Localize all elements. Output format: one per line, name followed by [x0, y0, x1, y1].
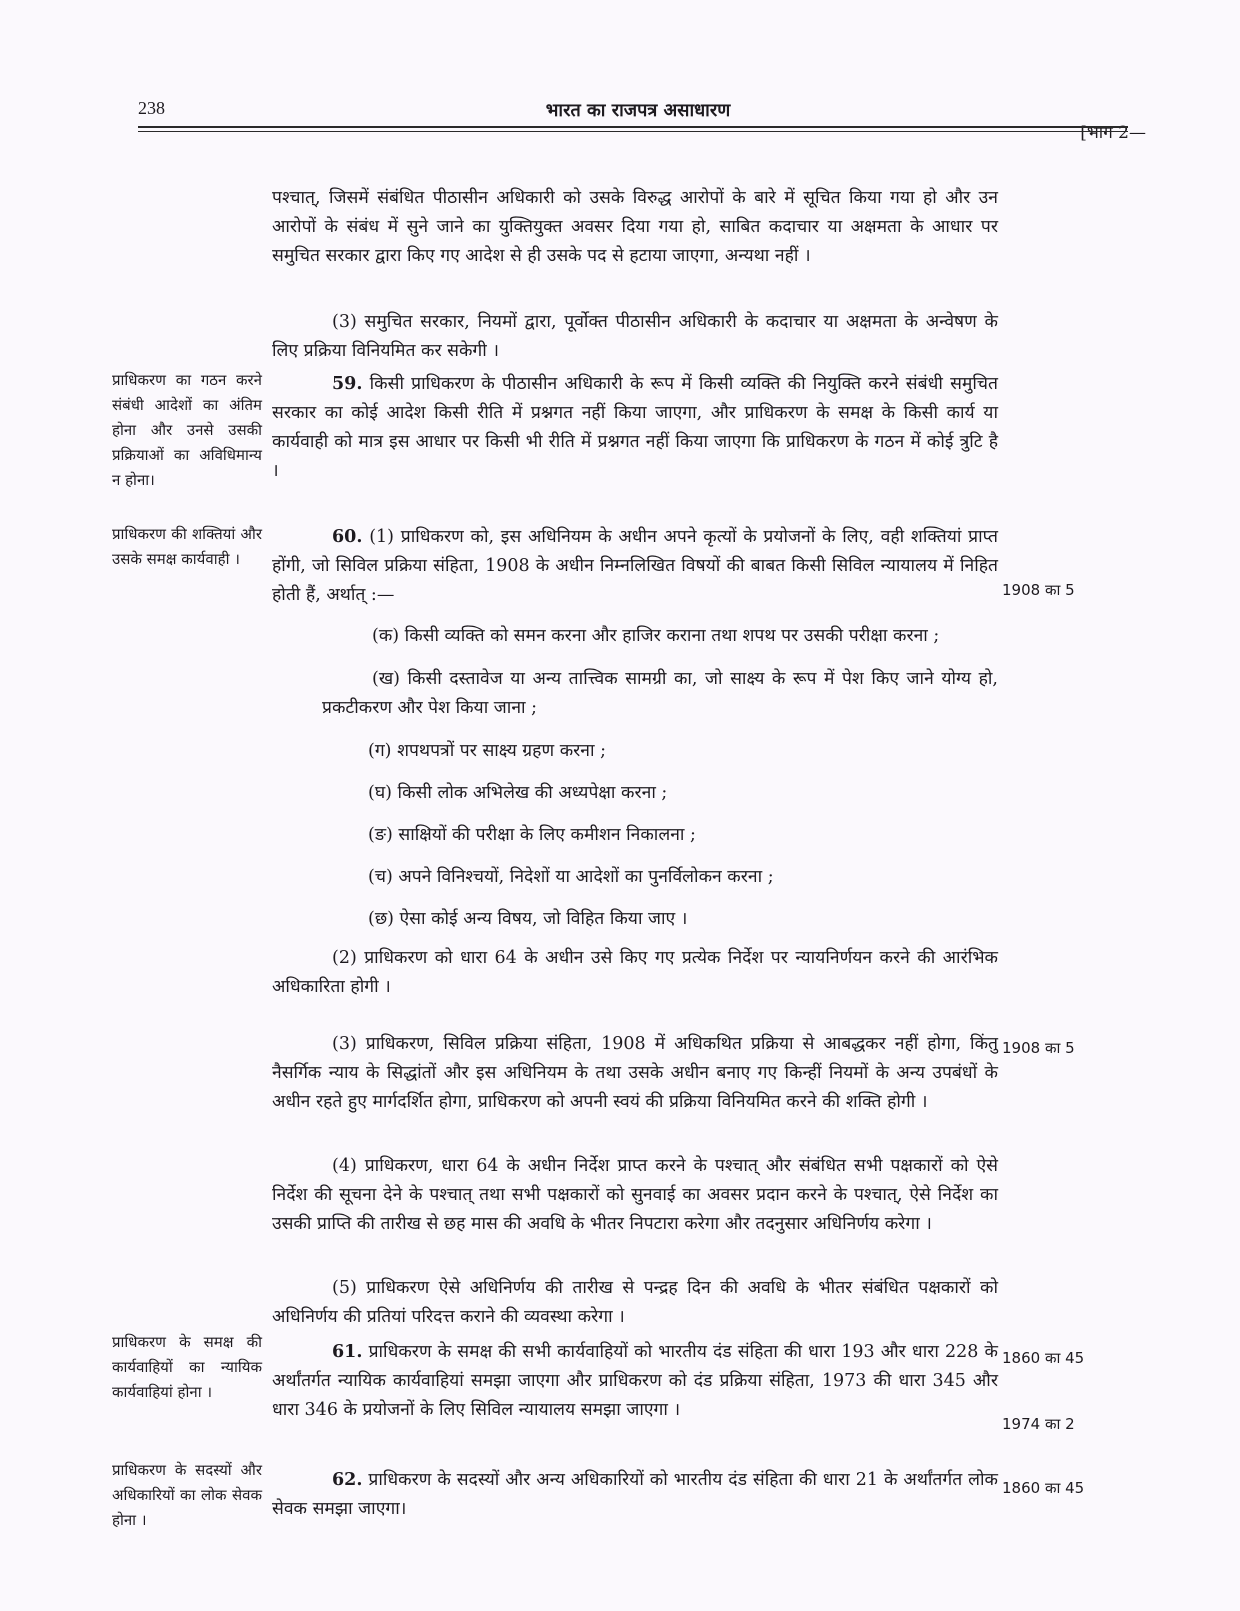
clause-ka: (क) किसी व्यक्ति को समन करना और हाजिर कराना तथा शपथ पर उसकी परीक्षा करना ; — [372, 626, 940, 646]
section-60-3-text: (3) प्राधिकरण, सिविल प्रक्रिया संहिता, 1908 में अधिकथित प्रक्रिया से आबद्धकर नहीं होगा, किंतु नैसर्गिक न्याय के सिद्धांतों और इस अधिनियम के तथा उसके अधीन बनाए गए किन्हीं नियमों के अन्य उपबंधों के अधीन रहते हुए मार्गदर्शित होगा, प्राधिकरण को अपनी स्वयं की प्रक्रिया विनियमित करने की शक्ति होगी । — [272, 1034, 998, 1112]
section-61 — [272, 1338, 998, 1425]
section-60-margin-note: प्राधिकरण की शक्तियां और उसके समक्ष कार्यवाही । — [112, 525, 262, 568]
section-60-5 — [272, 1274, 998, 1332]
section-61-citation-2: 1974 का 2 — [1002, 1415, 1075, 1433]
section-61-text: प्राधिकरण के समक्ष की सभी कार्यवाहियों को भारतीय दंड संहिता की धारा 193 और धारा 228 के अर्थांतर्गत न्यायिक कार्यवाहियां समझा जाएगा और प्राधिकरण को दंड प्रक्रिया संहिता, 1973 की धारा 345 और धारा 346 के प्रयोजनों के लिए सिविल न्यायालय समझा जाएगा । — [272, 1342, 998, 1420]
header-rule-thin — [138, 131, 1128, 132]
section-61-citation-1: 1860 का 45 — [1002, 1349, 1085, 1367]
clause-ga: (ग) शपथपत्रों पर साक्ष्य ग्रहण करना ; — [368, 741, 606, 761]
part-label: [भाग 2— — [1080, 123, 1146, 143]
para-continuation-text: पश्चात्, जिसमें संबंधित पीठासीन अधिकारी को उसके विरुद्ध आरोपों के बारे में सूचित किया गया हो और उन आरोपों के संबंध में सुने जाने का युक्तियुक्त अवसर दिया गया हो, साबित कदाचार या अक्षमता के आधार पर समुचित सरकार द्वारा किए गए आदेश से ही उसके पद से हटाया जाएगा, अन्यथा नहीं । — [272, 188, 998, 266]
section-61-margin-note: प्राधिकरण के समक्ष की कार्यवाहियों का न्यायिक कार्यवाहियां होना । — [112, 1333, 262, 1401]
section-60-3-citation: 1908 का 5 — [1002, 1039, 1075, 1057]
section-60-3 — [272, 1030, 998, 1117]
section-62-text: प्राधिकरण के सदस्यों और अन्य अधिकारियों को भारतीय दंड संहिता की धारा 21 के अर्थांतर्गत लोक सेवक समझा जाएगा। — [272, 1470, 998, 1519]
clause-kha: (ख) किसी दस्तावेज या अन्य तात्त्विक सामग्री का, जो साक्ष्य के रूप में पेश किए जाने योग्य हो, प्रकटीकरण और पेश किया जाना ; — [322, 669, 998, 718]
section-62-number: 62. — [332, 1470, 363, 1490]
section-60-2 — [272, 944, 998, 1002]
section-60-4-text: (4) प्राधिकरण, धारा 64 के अधीन निर्देश प्राप्त करने के पश्चात् और संबंधित सभी पक्षकारों को ऐसे निर्देश की सूचना देने के पश्चात् तथा सभी पक्षकारों को सुनवाई का अवसर प्रदान करने के पश्चात्, ऐसे निर्देश का उसकी प्राप्ति की तारीख से छह मास की अवधि के भीतर निपटारा करेगा और तदनुसार अधिनिर्णय करेगा । — [272, 1156, 998, 1234]
section-62-margin-note: प्राधिकरण के सदस्यों और अधिकारियों का लोक सेवक होना । — [112, 1461, 262, 1529]
section-60 — [272, 523, 998, 610]
para-58-3 — [272, 308, 998, 366]
section-59-margin-note: प्राधिकरण का गठन करने संबंधी आदेशों का अंतिम होना और उनसे उसकी प्रक्रियाओं का अविधिमान्य न होना। — [112, 371, 262, 489]
page-number: 238 — [138, 98, 165, 118]
section-60-text: (1) प्राधिकरण को, इस अधिनियम के अधीन अपने कृत्यों के प्रयोजनों के लिए, वही शक्तियां प्राप्त होंगी, जो सिविल प्रक्रिया संहिता, 1908 के अधीन निम्नलिखित विषयों की बाबत किसी सिविल न्यायालय में निहित होती हैं, अर्थात् :— — [272, 527, 998, 605]
clause-nga: (ङ) साक्षियों की परीक्षा के लिए कमीशन निकालना ; — [368, 825, 696, 845]
clause-cha: (च) अपने विनिश्चयों, निदेशों या आदेशों का पुनर्विलोकन करना ; — [368, 867, 774, 887]
section-60-citation: 1908 का 5 — [1002, 581, 1075, 599]
gazette-title: भारत का राजपत्र असाधारण — [545, 100, 731, 121]
section-60-4 — [272, 1152, 998, 1239]
para-58-3-text: (3) समुचित सरकार, नियमों द्वारा, पूर्वोक्त पीठासीन अधिकारी के कदाचार या अक्षमता के अन्वेषण के लिए प्रक्रिया विनियमित कर सकेगी । — [272, 312, 998, 361]
section-62 — [272, 1466, 998, 1524]
clause-chha: (छ) ऐसा कोई अन्य विषय, जो विहित किया जाए । — [368, 909, 688, 929]
section-60-clauses — [272, 622, 998, 934]
section-60-2-text: (2) प्राधिकरण को धारा 64 के अधीन उसे किए गए प्रत्येक निर्देश पर न्यायनिर्णयन करने की आरंभिक अधिकारिता होगी । — [272, 948, 998, 997]
para-continuation — [272, 184, 998, 271]
header-rule — [138, 126, 1128, 128]
section-59-text: किसी प्राधिकरण के पीठासीन अधिकारी के रूप में किसी व्यक्ति की नियुक्ति करने संबंधी समुचित सरकार का कोई आदेश किसी रीति में प्रश्नगत नहीं किया जाएगा, और प्राधिकरण के समक्ष के किसी कार्य या कार्यवाही को मात्र इस आधार पर किसी भी रीति में प्रश्नगत नहीं किया जाएगा कि प्राधिकरण के गठन में कोई त्रुटि है । — [272, 374, 998, 481]
section-60-5-text: (5) प्राधिकरण ऐसे अधिनिर्णय की तारीख से पन्द्रह दिन की अवधि के भीतर संबंधित पक्षकारों को अधिनिर्णय की प्रतियां परिदत्त कराने की व्यवस्था करेगा । — [272, 1278, 998, 1327]
clause-gha: (घ) किसी लोक अभिलेख की अध्यपेक्षा करना ; — [368, 783, 668, 803]
section-60-number: 60. — [332, 527, 363, 547]
section-62-citation: 1860 का 45 — [1002, 1479, 1085, 1497]
section-61-number: 61. — [332, 1342, 363, 1362]
section-59-number: 59. — [332, 374, 363, 394]
section-59 — [272, 370, 998, 486]
